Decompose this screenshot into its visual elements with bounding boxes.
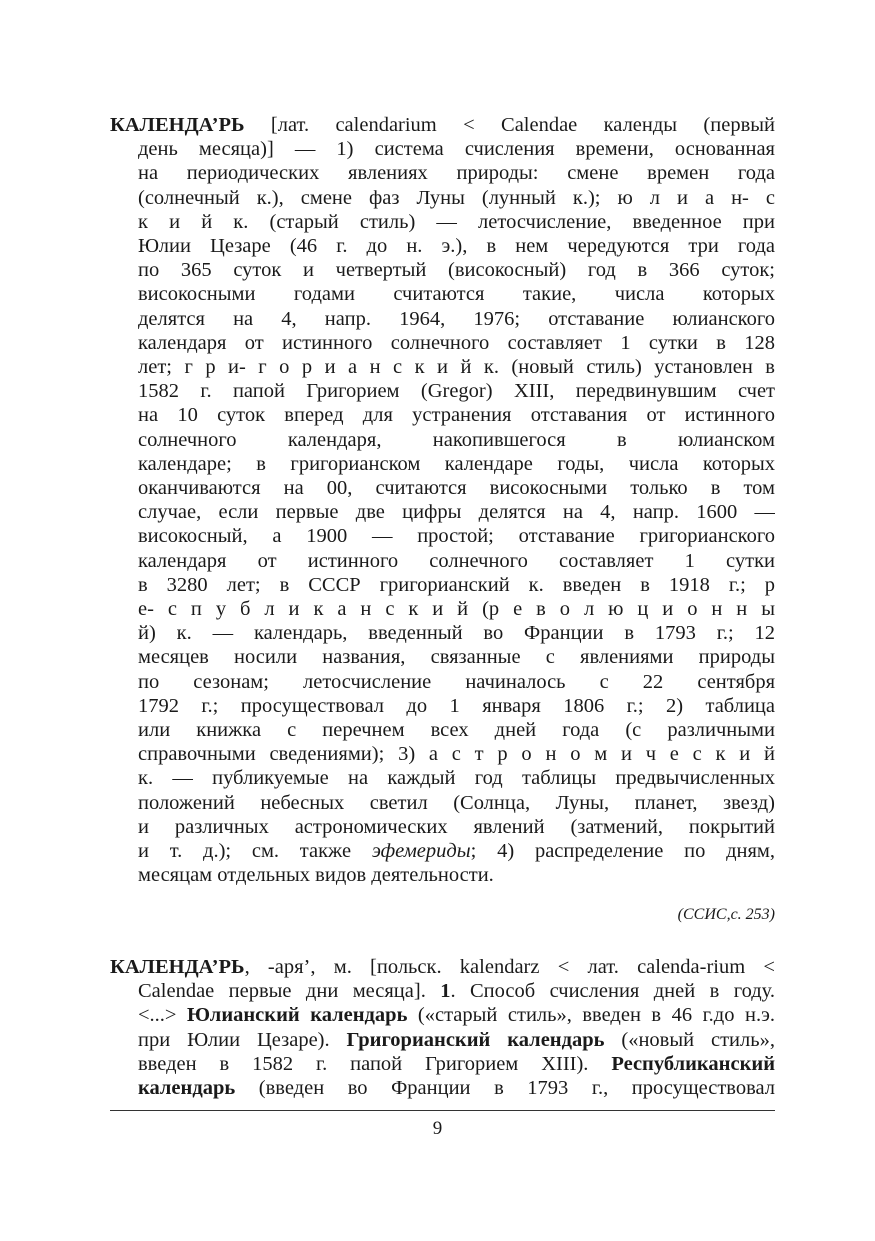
entry-line: календарь (введен во Франции в 1793 г., просуществовал — [138, 1077, 775, 1100]
entry-line: КАЛЕНДА’РЬ [лат. calendarium < Calendae календы (первый — [110, 114, 775, 136]
entry-line: (солнечный к.), смене фаз Луны (лунный к.); ю л и а н- с — [138, 186, 775, 209]
term: Республиканский — [611, 1052, 775, 1075]
entry-line: по 365 суток и четвертый (високосный) год в 366 суток; — [138, 259, 775, 282]
entry-line: делятся на 4, напр. 1964, 1976; отставание юлианского — [138, 307, 775, 330]
dictionary-entry-1 — [110, 113, 775, 888]
entry-line: оканчиваются на 00, считаются високосными только в том — [138, 477, 775, 500]
entry-line: и т. д.); см. также эфемериды; 4) распределение по дням, — [138, 840, 775, 863]
entry-line: месяцам отдельных видов деятельности. — [138, 864, 494, 887]
entry-line: при Юлии Цезаре). Григорианский календарь («новый стиль», — [138, 1028, 775, 1051]
term: Юлианский календарь — [187, 1004, 408, 1027]
entry-line: високосными годами считаются такие, числа которых — [138, 283, 775, 306]
footer-rule — [110, 1110, 775, 1111]
entry-line: солнечного календаря, накопившегося в юлианском — [138, 428, 775, 451]
entry-line: КАЛЕНДА’РЬ, -аря’, м. [польск. kalendarz < лат. calenda-rium < — [110, 956, 775, 978]
entry-line: Calendae первые дни месяца]. 1. Способ счисления дней в году. — [138, 980, 775, 1003]
term: Григорианский календарь — [346, 1028, 605, 1051]
term: календарь — [138, 1077, 236, 1100]
entry-line: введен в 1582 г. папой Григорием XIII). Республиканский — [138, 1052, 775, 1075]
entry-line: положений небесных светил (Солнца, Луны, планет, звезд) — [138, 791, 775, 814]
entry-line: на 10 суток вперед для устранения отставания от истинного — [138, 404, 775, 427]
entry-line: случае, если первые две цифры делятся на 4, напр. 1600 — — [138, 501, 775, 524]
entry-line: е- с п у б л и к а н с к и й (р е в о л ю ц и о н н ы — [138, 598, 775, 621]
entry-line: день месяца)] — 1) система счисления времени, основанная — [138, 138, 775, 161]
entry-line: или книжка с перечнем всех дней года (с различными — [138, 719, 775, 742]
entry-line: 1582 г. папой Григорием (Gregor) XIII, передвинувшим счет — [138, 380, 775, 403]
entry-line: на периодических явлениях природы: смене времен года — [138, 162, 775, 185]
entry-line: в 3280 лет; в СССР григорианский к. введен в 1918 г.; р — [138, 573, 775, 596]
entry-line: лет; г р и- г о р и а н с к и й к. (новый стиль) установлен в — [138, 356, 775, 379]
entry-line: й) к. — календарь, введенный во Франции в 1793 г.; 12 — [138, 622, 775, 645]
cross-reference: эфемериды — [371, 840, 471, 863]
entry-line: календаря от истинного солнечного составляет 1 сутки в 128 — [138, 331, 775, 354]
entry-line: и различных астрономических явлений (затмений, покрытий — [138, 815, 775, 838]
entry-line: месяцев носили названия, связанные с явлениями природы — [138, 646, 775, 669]
source-citation: (ССИС,с. 253) — [677, 906, 775, 923]
entry-line: справочными сведениями); 3) а с т р о н о м и ч е с к и й — [138, 743, 775, 766]
entry-line: календаря от истинного солнечного составляет 1 сутки — [138, 549, 775, 572]
headword: КАЛЕНДА’РЬ — [110, 956, 245, 978]
entry-line: к. — публикуемые на каждый год таблицы предвычисленных — [138, 767, 775, 790]
page-number: 9 — [432, 1118, 443, 1139]
headword: КАЛЕНДА’РЬ — [110, 114, 245, 136]
dictionary-entry-2 — [110, 955, 775, 1100]
entry-line: Юлии Цезаре (46 г. до н. э.), в нем чередуются три года — [138, 235, 775, 258]
entry-line: к и й к. (старый стиль) — летосчисление, введенное при — [138, 210, 775, 233]
entry-line: 1792 г.; просуществовал до 1 января 1806 г.; 2) таблица — [138, 694, 775, 717]
entry-line: <...> Юлианский календарь («старый стиль», введен в 46 г.до н.э. — [138, 1004, 775, 1027]
entry-line: високосный, а 1900 — простой; отставание григорианского — [138, 525, 775, 548]
sense-number: 1 — [440, 980, 451, 1003]
entry-line: календаре; в григорианском календаре годы, числа которых — [138, 452, 775, 475]
entry-line: по сезонам; летосчисление начиналось с 22 сентября — [138, 670, 775, 693]
